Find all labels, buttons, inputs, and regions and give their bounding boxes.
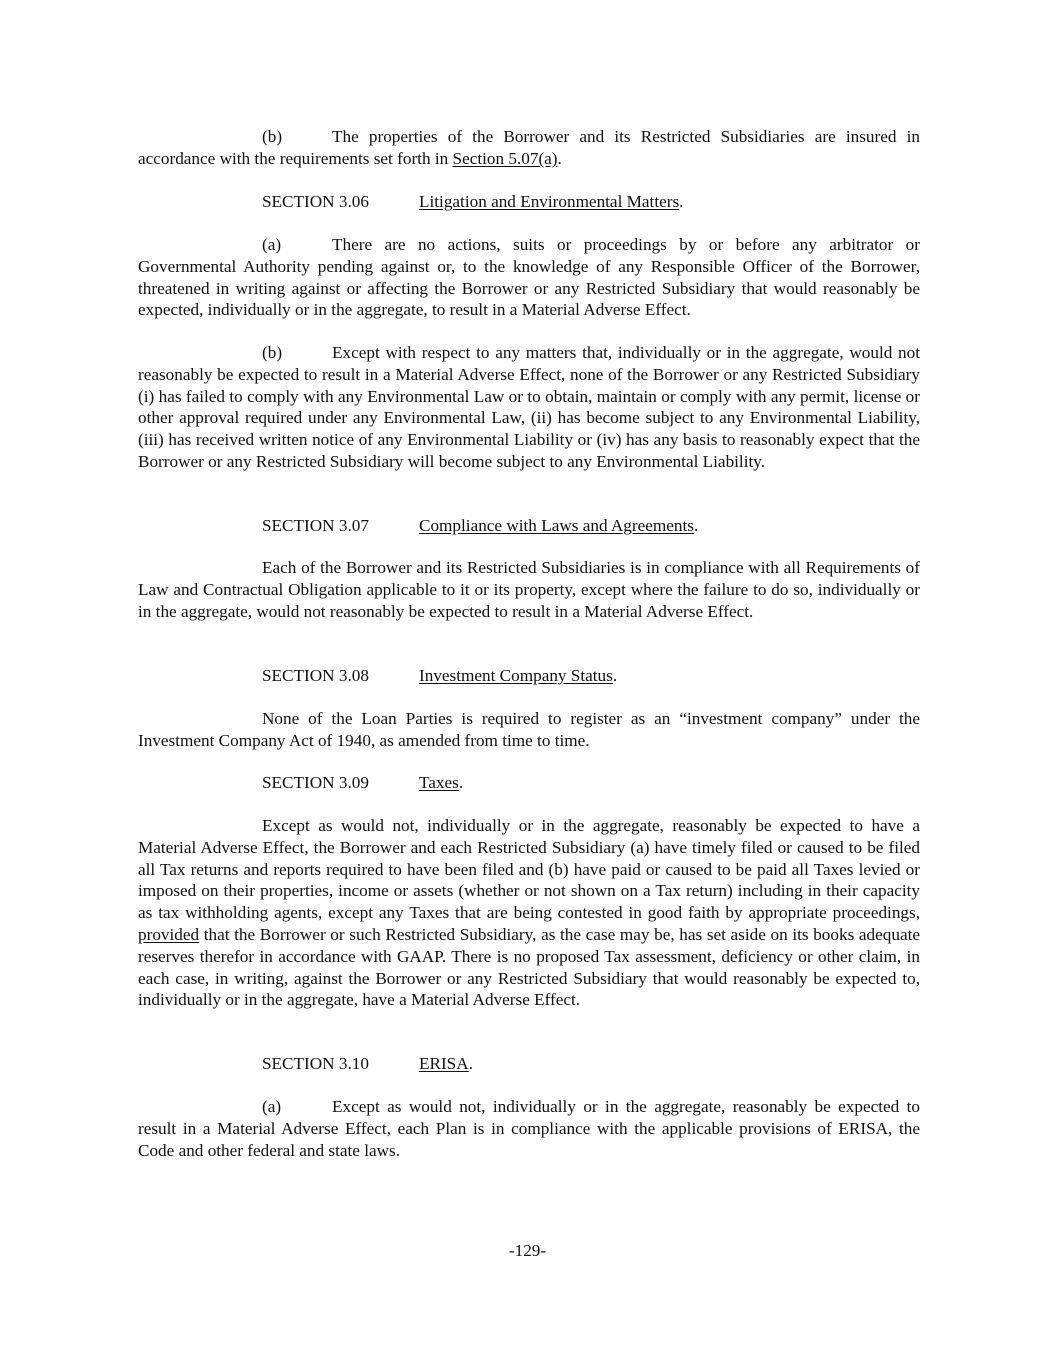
section-title: Taxes [419, 773, 459, 792]
paragraph-3-09 [138, 815, 920, 1011]
clause-label: (a) [262, 235, 282, 254]
section-number: SECTION 3.08 [262, 666, 369, 685]
punctuation: . [458, 773, 464, 792]
paragraph-3-06-b [138, 342, 920, 473]
section-number: SECTION 3.09 [262, 773, 369, 792]
paragraph-3-10-a [138, 1096, 920, 1161]
paragraph-3-07 [138, 557, 920, 622]
punctuation: . [557, 148, 562, 168]
paragraph-3-08 [138, 708, 920, 752]
page-number: -129- [508, 1241, 547, 1260]
paragraph-text: The properties of the Borrower and its Restricted Subsidiaries are insured in accordance with the requirements set forth in [138, 127, 920, 168]
section-number: SECTION 3.06 [262, 192, 369, 211]
paragraph-text: Except with respect to any matters that, individually or in the aggregate, would not reasonably be expected to result in a Material Adverse Effect, none of the Borrower or any Restricted Subsidiary (i) has failed to comply with any Environmental Law or to obtain, maintain or comply with any permit, license or other approval required under any Environmental Law, (ii) has become subject to any Environmental Liability, (iii) has received written notice of any Environmental Liability or (iv) has any basis to reasonably expect that the Borrower or any Restricted Subsidiary will become subject to any Environmental Liability. [138, 343, 920, 471]
punctuation: . [693, 516, 699, 535]
paragraph-text: None of the Loan Parties is required to register as an “investment company” under the Investment Company Act of 1940, as amended from time to time. [138, 709, 920, 750]
section-3-07-heading [262, 515, 698, 537]
section-title: Compliance with Laws and Agreements [419, 516, 694, 535]
punctuation: . [612, 666, 618, 685]
section-5-07-a-reference: Section 5.07(a) [452, 148, 558, 168]
section-title: Investment Company Status [419, 666, 613, 685]
section-title: ERISA [419, 1054, 469, 1073]
clause-label: (a) [262, 1097, 282, 1116]
paragraph-text: Except as would not, individually or in the aggregate, reasonably be expected to result in a Material Adverse Effect, each Plan is in compliance with the applicable provisions of ERISA, the Code and other federal and state laws. [138, 1097, 920, 1160]
section-number: SECTION 3.10 [262, 1054, 369, 1073]
paragraph-text: There are no actions, suits or proceedings by or before any arbitrator or Governmental Authority pending against or, to the knowledge of any Responsible Officer of the Borrower, threatened in writing against or affecting the Borrower or any Restricted Subsidiary that would reasonably be expected, individually or in the aggregate, to result in a Material Adverse Effect. [138, 235, 920, 320]
punctuation: . [468, 1054, 473, 1073]
paragraph-text: Each of the Borrower and its Restricted Subsidiaries is in compliance with all Requirements of Law and Contractual Obligation applicable to it or its property, except where the failure to do so, individually or in the aggregate, would not reasonably be expected to result in a Material Adverse Effect. [138, 558, 920, 621]
section-title: Litigation and Environmental Matters [419, 192, 680, 211]
section-3-06-heading [262, 191, 683, 213]
provided-term: provided [138, 924, 200, 944]
paragraph-3-05-b [138, 126, 920, 170]
section-3-10-heading [262, 1053, 473, 1075]
section-number: SECTION 3.07 [262, 516, 369, 535]
clause-label: (b) [262, 127, 283, 146]
section-3-09-heading [262, 772, 463, 794]
clause-label: (b) [262, 343, 283, 362]
paragraph-text: Except as would not, individually or in the aggregate, reasonably be expected to have a Material Adverse Effect, the Borrower and each Restricted Subsidiary (a) have timely filed or caused to be filed all Tax returns and reports required to have been filed and (b) have paid or caused to be paid all Taxes levied or imposed on their properties, income or assets (whether or not shown on a Tax return) including in their capacity as tax withholding agents, except any Taxes that are being contested in good faith by appropriate proceedings, [138, 816, 920, 923]
punctuation: . [679, 192, 684, 211]
paragraph-3-06-a [138, 234, 920, 321]
paragraph-text-continued: that the Borrower or such Restricted Subsidiary, as the case may be, has set aside on its books adequate reserves therefor in accordance with GAAP. There is no proposed Tax assessment, deficiency or other claim, in each case, in writing, against the Borrower or any Restricted Subsidiary that would reasonably be expected to, individually or in the aggregate, have a Material Adverse Effect. [138, 924, 920, 1010]
section-3-08-heading [262, 665, 617, 687]
